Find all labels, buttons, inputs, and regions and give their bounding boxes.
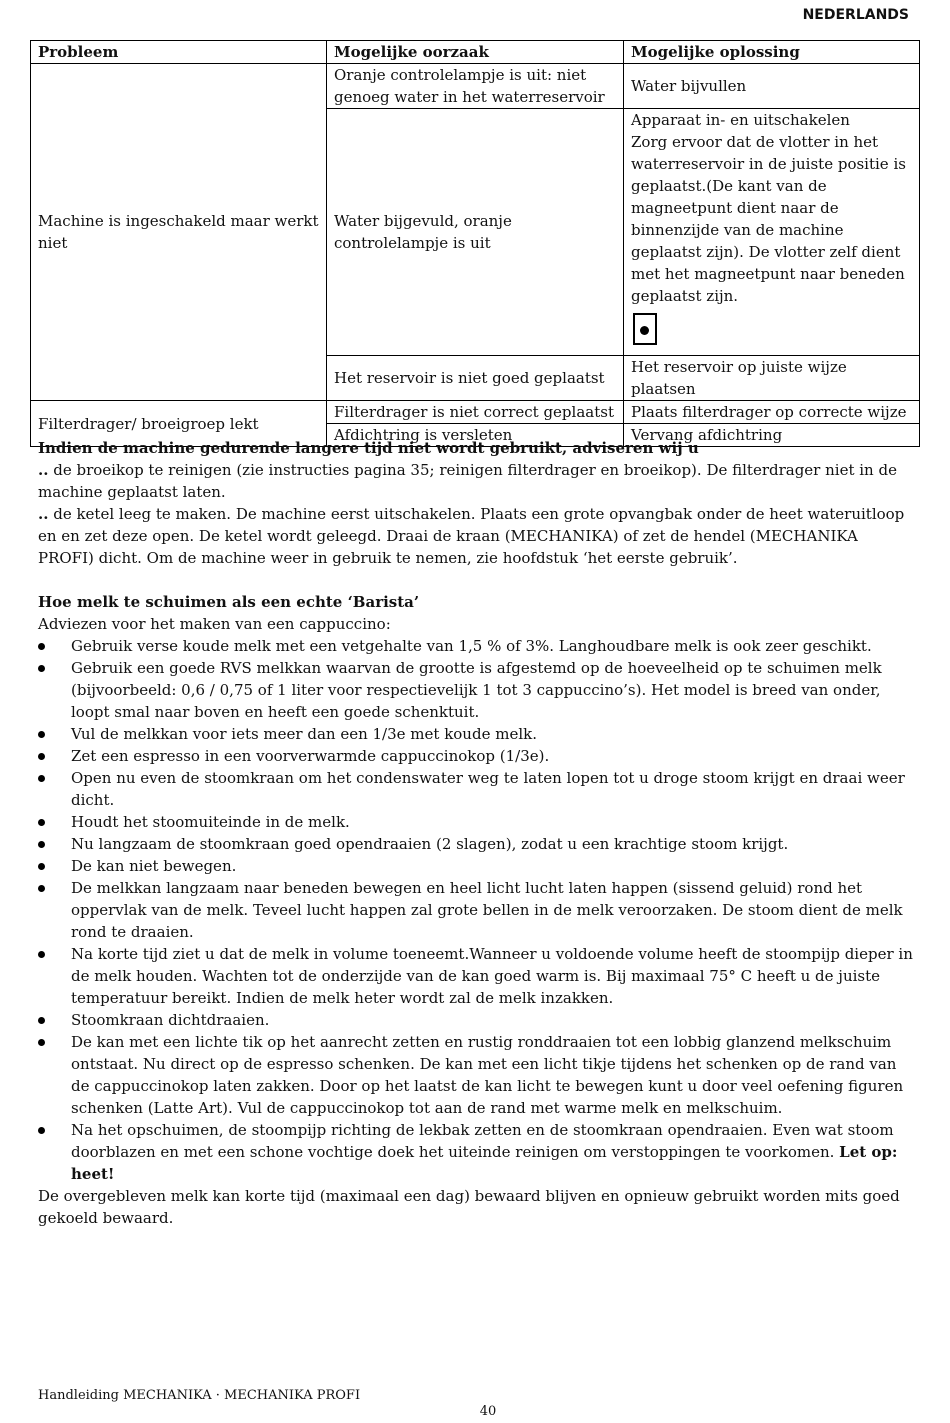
solution-line: Zorg ervoor dat de vlotter in het waterreservoir in de juiste positie is geplaatst.(De kant van de magneetpunt dient naar de binnenzijde van de machine geplaatst zijn). De vlotter zelf dient met het magneetpunt naar beneden geplaatst zijn. (631, 133, 906, 305)
storage-item (38, 503, 918, 569)
closing-text: De overgebleven melk kan korte tijd (maximaal een dag) bewaard blijven en opnieuw gebruikt worden mits goed gekoeld bewaard. (38, 1187, 900, 1227)
cause-cell: Water bijgevuld, oranje controlelampje is uit (327, 109, 624, 356)
header-cause: Mogelijke oorzaak (327, 41, 624, 64)
list-item: Open nu even de stoomkraan om het condenswater weg te laten lopen tot u droge stoom krijgt en draai weer dicht. (38, 767, 918, 811)
bullet-icon (38, 1017, 45, 1024)
list-item: De melkkan langzaam naar beneden bewegen en heel licht lucht laten happen (sissend geluid) rond het oppervlak van de melk. Teveel lucht happen zal grote bellen in de melk veroorzaken. De stoom dient de melk rond te draaien. (38, 877, 918, 943)
troubleshooting-table (30, 40, 920, 447)
item-text: de ketel leeg te maken. De machine eerst uitschakelen. Plaats een grote opvangbak onder de heet wateruitloop en en zet deze open. De ketel wordt geleegd. Draai de kraan (MECHANIKA) of zet de hendel (MECHANIKA PROFI) dicht. Om de machine weer in gebruik te nemen, zie hoofdstuk ‘het eerste gebruik’. (38, 505, 905, 567)
solution-cell: Plaats filterdrager op correcte wijze (624, 401, 920, 424)
bullet-icon (38, 643, 45, 650)
language-label: NEDERLANDS (802, 7, 909, 23)
list-item: Stoomkraan dichtdraaien. (38, 1009, 918, 1031)
solution-line: Apparaat in- en uitschakelen (631, 111, 850, 129)
tips-list (38, 635, 918, 1185)
barista-heading: Hoe melk te schuimen als een echte ‘Barista’ (38, 593, 420, 611)
storage-item (38, 459, 918, 503)
cause-cell: Afdichtring is versleten (327, 424, 624, 447)
list-item: Nu langzaam de stoomkraan goed opendraaien (2 slagen), zodat u een krachtige stoom krijgt. (38, 833, 918, 855)
bullet-icon (38, 731, 45, 738)
bullet-icon (38, 863, 45, 870)
magnet-float-icon (633, 313, 657, 345)
bullet-icon (38, 885, 45, 892)
table-row (31, 64, 920, 109)
list-item: Zet een espresso in een voorverwarmde cappuccinokop (1/3e). (38, 745, 918, 767)
solution-cell (624, 109, 920, 356)
magnet-dot-icon (640, 326, 649, 335)
main-content (38, 437, 918, 1229)
solution-cell: Het reservoir op juiste wijze plaatsen (624, 356, 920, 401)
list-item: Gebruik een goede RVS melkkan waarvan de grootte is afgestemd op de hoeveelheid op te schuimen melk (bijvoorbeeld: 0,6 / 0,75 of 1 liter voor respectievelijk 1 tot 3 cappuccino’s). Het model is breed van onder, loopt smal naar boven en heeft een goede schenktuit. (38, 657, 918, 723)
item-prefix: .. (38, 505, 49, 523)
bullet-icon (38, 753, 45, 760)
barista-intro: Adviezen voor het maken van een cappuccino: (38, 615, 391, 633)
table-row (31, 401, 920, 424)
bullet-icon (38, 951, 45, 958)
solution-cell: Water bijvullen (624, 64, 920, 109)
item-text: de broeikop te reinigen (zie instructies pagina 35; reinigen filterdrager en broeikop). De filterdrager niet in de machine geplaatst laten. (38, 461, 897, 501)
bullet-icon (38, 819, 45, 826)
storage-heading: Indien de machine gedurende langere tijd niet wordt gebruikt, adviseren wij u (38, 439, 699, 457)
problem-cell: Filterdrager/ broeigroep lekt (31, 401, 327, 447)
table-header-row (31, 41, 920, 64)
header-solution: Mogelijke oplossing (624, 41, 920, 64)
footer-manual: Handleiding MECHANIKA · MECHANIKA PROFI (38, 1388, 361, 1403)
bullet-icon (38, 1039, 45, 1046)
list-item: Gebruik verse koude melk met een vetgehalte van 1,5 % of 3%. Langhoudbare melk is ook zeer geschikt. (38, 635, 918, 657)
bullet-icon (38, 665, 45, 672)
list-item: Houdt het stoomuiteinde in de melk. (38, 811, 918, 833)
cause-cell: Filterdrager is niet correct geplaatst (327, 401, 624, 424)
item-prefix: .. (38, 461, 49, 479)
bullet-icon (38, 841, 45, 848)
list-item: Na het opschuimen, de stoompijp richting de lekbak zetten en de stoomkraan opendraaien. Even wat stoom doorblazen en met een schone vochtige doek het uiteinde reinigen om verstoppingen te voorkomen. Let op: heet! (38, 1119, 918, 1185)
page-number: 40 (479, 1404, 497, 1419)
bullet-icon (38, 775, 45, 782)
warning-text: Let op: heet! (71, 1143, 898, 1183)
list-item: De kan niet bewegen. (38, 855, 918, 877)
bullet-icon (38, 1127, 45, 1134)
cause-cell: Het reservoir is niet goed geplaatst (327, 356, 624, 401)
solution-cell: Vervang afdichtring (624, 424, 920, 447)
list-item: De kan met een lichte tik op het aanrecht zetten en rustig ronddraaien tot een lobbig glanzend melkschuim ontstaat. Nu direct op de espresso schenken. De kan met een licht tikje tijdens het schenken op de rand van de cappuccinokop laten zakken. Door op het laatst de kan licht te bewegen kunt u door veel oefening figuren schenken (Latte Art). Vul de cappuccinokop tot aan de rand met warme melk en melkschuim. (38, 1031, 918, 1119)
list-item: Na korte tijd ziet u dat de melk in volume toeneemt.Wanneer u voldoende volume heeft de stoompijp dieper in de melk houden. Wachten tot de onderzijde van de kan goed warm is. Bij maximaal 75° C heeft u de juiste temperatuur bereikt. Indien de melk heter wordt zal de melk inzakken. (38, 943, 918, 1009)
list-item: Vul de melkkan voor iets meer dan een 1/3e met koude melk. (38, 723, 918, 745)
cause-cell: Oranje controlelampje is uit: niet genoeg water in het waterreservoir (327, 64, 624, 109)
header-problem: Probleem (31, 41, 327, 64)
problem-cell: Machine is ingeschakeld maar werkt niet (31, 64, 327, 401)
